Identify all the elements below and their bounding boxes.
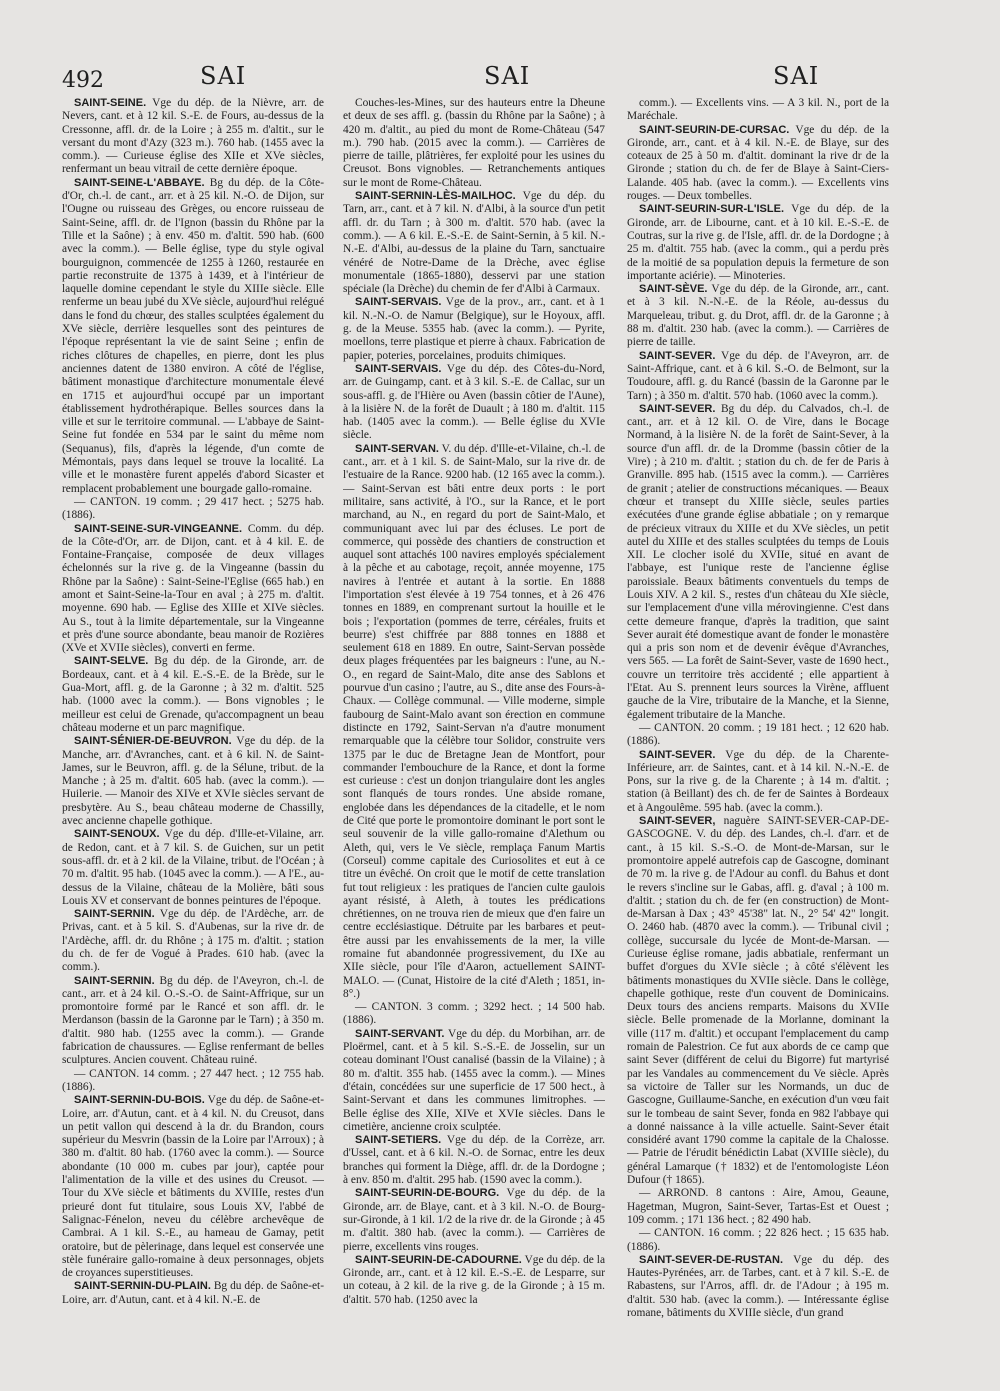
entry-headword: SAINT-SÉNIER-DE-BEUVRON. (74, 735, 232, 748)
entry-headword: SAINT-SENOUX. (74, 828, 160, 841)
entry-headword: SAINT-SERNIN. (74, 908, 155, 921)
dictionary-entry (627, 203, 889, 283)
entry-headword: SAINT-SEURIN-DE-CURSAC. (639, 123, 790, 136)
dictionary-entry (62, 655, 324, 735)
dictionary-entry (343, 190, 605, 296)
entry-text: — CANTON. 3 comm. ; 3292 hect. ; 14 500 hab. (1886). (343, 1001, 605, 1027)
entry-headword: SAINT-SEURIN-DE-CADOURNE. (355, 1253, 522, 1266)
dictionary-entry (627, 1254, 889, 1320)
dictionary-entry (62, 496, 324, 523)
entry-text: Vge du dép. de la Nièvre, arr. de Nevers, cant. et à 12 kil. S.-E. de Fours, au-dessus de la Cressonne, affl. dr. de la Loire ; à 255 m. d'altit., sur le versant du mont d'Azy (323 m.). 760 hab. (1455 avec la comm.). — Curieuse église des XIIe et XVe siècles, renfermant un beau vitrail de cette dernière époque. (62, 97, 324, 176)
entry-text: Vge du dép. de la Gironde, arr., cant. et à 4 kil. N.-E. de Blaye, sur des coteaux de 25 à 50 m. d'altit. dominant la rive dr de la Gironde ; station du ch. de fer de Blaye à Saint-Ciers-Lalande. 405 hab. (avec la comm.). — Excellents vins rouges. — Deux tombelles. (627, 123, 889, 203)
entry-text: Vge du dép. d'Ille-et-Vilaine, arr. de Redon, cant. et à 7 kil. S. de Guichen, sur un petit sous-affl. dr. et à 2 kil. de la Vilaine, tribut. de l'Océan ; à 70 m. d'altit. 95 hab. (1045 avec la comm.). — A l'E., au-dessus de la Vilaine, château de la Molière, bâti sous Louis XV et conservant de bonnes peintures de l'époque. (62, 828, 324, 907)
text-column-right (627, 97, 889, 1375)
dictionary-entry (627, 97, 889, 124)
entry-headword: SAINT-SEVER. (639, 402, 716, 415)
entry-text: Vge de la prov., arr., cant. et à 1 kil. N.-N.-O. de Namur (Belgique), sur le Hoyoux, affl. g. de la Meuse. 5355 hab. (avec la comm.). — Pyrite, moellons, terre plastique et pierre à chaux. Fabrication de papier, poteries, porcelaines, produits chimiques. (343, 296, 605, 362)
entry-text: Vge du dép. de la Gironde, arr., cant. et à 12 kil. E.-S.-E. de Lesparre, sur un coteau, à 2 kil. de la rive g. de la Gironde ; à 15 m. d'altit. 570 hab. (1250 avec la (343, 1253, 605, 1306)
entry-text: Couches-les-Mines, sur des hauteurs entre la Dheune et deux de ses affl. g. (bassin du Rhône par la Saône) ; à 420 m. d'altit., au pied du mont de Rome-Château (547 m.). 790 hab. (2015 avec la comm.). — Carrières de pierre de taille, plâtrières, fer exploité pour les usines du Creusot. Bons vignobles. — Retranchements antiques sur le mont de Rome-Château. (343, 97, 605, 189)
dictionary-entry (343, 296, 605, 362)
page-number: 492 (62, 68, 104, 93)
entry-headword: SAINT-SERVAN. (355, 442, 439, 455)
entry-text: — CANTON. 16 comm. ; 22 826 hect. ; 15 635 hab. (1886). (627, 1227, 889, 1253)
dictionary-entry (627, 403, 889, 722)
dictionary-entry (62, 975, 324, 1068)
entry-text: Vge du dép. de la Corrèze, arr. d'Ussel, cant. et à 6 kil. N.-O. de Sornac, entre les deux branches qui forment la Diège, affl. dr. de la Dordogne ; à env. 850 m. d'altit. 295 hab. (1590 avec la comm.). (343, 1134, 605, 1187)
entry-text: — CANTON. 14 comm. ; 27 447 hect. ; 12 755 hab. (1886). (62, 1067, 324, 1093)
entry-headword: SAINT-SERVAIS. (355, 296, 442, 309)
dictionary-entry (343, 1028, 605, 1134)
entry-text: Vge du dép. de l'Ardèche, arr. de Privas, cant. et à 5 kil. S. d'Aubenas, sur la rive dr. de l'Ardèche, affl. dr. du Rhône ; à 175 m. d'altit. ; station du ch. de fer de Vogué à Prades. 610 hab. (avec la comm.). (62, 908, 324, 974)
entry-text: Vge du dép. de la Gironde, arr., cant. et à 3 kil. N.-N.-E. de la Réole, au-dessus du Marqueleau, tribut. g. du Drot, affl. dr. de la Garonne ; à 88 m. d'altit. 230 hab. (avec la comm.). — Carrières de pierre de taille. (627, 283, 889, 349)
entry-text: — CANTON. 20 comm. ; 19 181 hect. ; 12 620 hab. (1886). (627, 721, 889, 748)
dictionary-entry (62, 523, 324, 656)
entry-text: Vge du dép. de la Gironde, arr. de Blaye, cant. et à 3 kil. N.-O. de Bourg-sur-Gironde, à 1 kil. 1/2 de la rive dr. de la Gironde ; à 45 m. d'altit. 380 hab. (avec la comm.). — Carrières de pierre, excellents vins rouges. (343, 1187, 605, 1253)
entry-text: Bg du dép. de la Côte-d'Or, ch.-l. de cant., arr. et à 25 kil. N.-O. de Dijon, sur l'Ougne ou ruisseau des Grèges, ou encore ruisseau de Saint-Seine, affl. dr. de l'Ignon (bassin du Rhône par la Tille et la Saône) ; à env. 450 m. d'altit. 590 hab. (600 avec la comm.). — Belle église, type du style ogival bourguignon, commencée de 1255 à 1260, restaurée en partie reconstruite de 1375 à 1439, et à l'intérieur de laquelle domine cependant le style du XIIIe siècle. Elle renferme un beau jubé du XVe siècle, aujourd'hui relégué dans le fond du chœur, des stalles sculptées également du XVe siècle, derrière lesquelles sont des peintures de l'époque représentant la vie de saint Seine ; enfin de riches clôtures de chapelles, en pierre, dont les plus anciennes datent de 1380 environ. A côté de l'église, bâtiment monastique d'architecture monumentale élevé en 1715 et aujourd'hui occupé par un important établissement hydrothérapique. Belles sources dans la ville et sur le territoire communal. — L'abbaye de Saint-Seine fut fondée en 534 par le saint du même nom (Sequanus), fils, d'après la légende, d'un comte de Mémontais, pays dans lequel se trouve la localité. La ville et le monastère furent appelés d'abord Sicaster et remplacent probablement une bourgade gallo-romaine. (62, 176, 324, 495)
entry-text: Vge du dép. des Côtes-du-Nord, arr. de Guingamp, cant. et à 3 kil. S.-E. de Callac, sur un sous-affl. g. de l'Hière ou Aven (bassin côtier de l'Aune), à la lisière N. de la forêt de Duault ; à 180 m. d'altit. 115 hab. (1405 avec la comm.). — Belle église du XVIe siècle. (343, 362, 605, 442)
entry-text: Bg du dép. du Calvados, ch.-l. de cant., arr. et à 12 kil. O. de Vire, dans le Bocage Normand, à la lisière N. de la forêt de Saint-Sever, à la source d'un affl. dr. de la Dromme (bassin côtier de la Vire) ; à 210 m. d'altit. ; station du ch. de fer de Paris à Granville. 895 hab. (1515 avec la comm.). — Carrières de granit ; atelier de constructions mécaniques. — Beaux chœur et transept du XIIIe siècle, seules parties exécutées d'une grande église abbatiale ; on y remarque de précieux vitraux du XIIIe et du XVe siècles, un petit autel du XIIIe et des stalles sculptées du temps de Louis XII. Le clocher isolé du XVIIe, situé en avant de l'abbaye, est l'unique reste de l'ancienne église paroissiale. Beaux bâtiments conventuels du temps de Louis XIV. A 2 kil. S., restes d'un château du XIe siècle, sur l'emplacement d'une villa mérovingienne. C'est dans cette demeure franque, d'après la tradition, que saint Sever aurait été domestique avant de fonder le monastère qui a pris son nom et de devenir évêque d'Avranches, vers 565. — La forêt de Saint-Sever, vaste de 1690 hect., couvre un territoire très accidenté ; elle appartient à l'Etat. Au S. prennent leurs sources la Virène, affluent gauche de la Vire, tributaire de la Manche, et la Sienne, également tributaire de la Manche. (627, 402, 889, 721)
entry-headword: SAINT-SEVER-DE-RUSTAN. (639, 1253, 784, 1266)
dictionary-entry (627, 1187, 889, 1227)
running-head-center: SAI (484, 62, 531, 90)
entry-text: Vge du dép. de la Gironde, arr. de Libourne, cant. et à 10 kil. E.-S.-E. de Coutras, sur la rive g. de l'Isle, affl. dr. de la Dordogne ; à 25 m. d'altit. 755 hab. (avec la comm., qui a perdu près de la moitié de sa population depuis la fermeture de son importante aciérie). — Minoteries. (627, 203, 889, 282)
entry-headword: SAINT-SERNIN-LÈS-MAILHOC. (355, 190, 516, 203)
dictionary-entry (343, 1187, 605, 1253)
entry-text: Vge du dép. de Saône-et-Loire, arr. d'Autun, cant. et à 4 kil. N. du Creusot, dans un petit vallon qui descend à la dr. du Brandon, cours supérieur du Mesvrin (bassin de la Loire par l'Arroux) ; à 380 m. d'altit. 80 hab. (1760 avec la comm.). — Source abondante (10 000 m. cubes par jour), captée pour l'alimentation de la ville et des usines du Creusot. — Tour du XVe siècle et bâtiments du XVIIIe, restes d'un prieuré dont fut titulaire, sous Louis XV, l'abbé de Salignac-Fénelon, neveu du célèbre archevêque de Cambrai. A 1 kil. S.-E., au hameau de Gamay, petit oratoire, but de pèlerinage, dans lequel est conservée une stèle funéraire gallo-romaine à deux personnages, objets de croyances superstitieuses. (62, 1094, 324, 1280)
dictionary-entry (627, 283, 889, 349)
dictionary-entry (62, 1068, 324, 1095)
entry-headword: SAINT-SELVE. (74, 655, 149, 668)
entry-text: Bg du dép. de l'Aveyron, ch.-l. de cant., arr. et à 24 kil. O.-S.-O. de Saint-Affrique, sur un promontoire formé par le Rancé et son affl. dr. le Merdanson (bassin de la Garonne par le Tarn) ; à 350 m. d'altit. 980 hab. (1255 avec la comm.). — Grande fabrication de chaussures. — Eglise renfermant de belles sculptures. Ancien couvent. Château ruiné. (62, 974, 324, 1067)
entry-headword: SAINT-SEURIN-DE-BOURG. (355, 1187, 500, 1200)
dictionary-entry (62, 1094, 324, 1280)
entry-headword: SAINT-SEVER. (639, 349, 716, 362)
entry-headword: SAINT-SEINE. (74, 97, 147, 109)
dictionary-entry (62, 177, 324, 496)
dictionary-entry (627, 124, 889, 204)
entry-headword: SAINT-SEVER. (639, 748, 716, 761)
dictionary-entry (627, 749, 889, 815)
dictionary-entry (343, 363, 605, 443)
dictionary-entry (62, 828, 324, 908)
dictionary-entry (343, 1254, 605, 1307)
dictionary-entry (627, 815, 889, 1187)
dictionary-entry (627, 350, 889, 403)
dictionary-entry (343, 97, 605, 190)
entry-text: Vge du dép. du Morbihan, arr. de Ploërmel, cant. et à 5 kil. S.-S.-E. de Josselin, sur un coteau dominant l'Oust canalisé (bassin de la Vilaine) ; à 80 m. d'altit. 355 hab. (1455 avec la comm.). — Mines d'étain, concédées sur une superficie de 17 500 hect., à Saint-Servant et dans les communes limitrophes. — Belle église des XIIe, XIVe et XVIe siècles. Dans le cimetière, ancienne croix sculptée. (343, 1027, 605, 1133)
entry-headword: SAINT-SEVER, (639, 815, 716, 828)
entry-text: Vge du dép. du Tarn, arr., cant. et à 7 kil. N. d'Albi, à la source d'un petit affl. dr. du Tarn ; à 300 m. d'altit. 570 hab. (avec la comm.). — A 6 kil. E.-S.-E. de Saint-Sernin, à 5 kil. N.-N.-E. d'Albi, au-dessus de la plaine du Tarn, sanctuaire vénéré de Notre-Dame de la Drèche, avec église monumentale (1865-1880), desservi par une station spéciale (la Drèche) du chemin de fer d'Albi à Carmaux. (343, 190, 605, 296)
entry-text: — CANTON. 19 comm. ; 29 417 hect. ; 5275 hab. (1886). (62, 495, 324, 522)
entry-text: Vge du dép. de la Charente-Inférieure, arr. de Saintes, cant. et à 14 kil. N.-N.-E. de Pons, sur la rive g. de la Charente ; à 14 m. d'altit. ; station (à Beillant) des ch. de fer de Saintes à Bordeaux et à Angoulême. 595 hab. (avec la comm.). (627, 748, 889, 814)
entry-headword: SAINT-SERVAIS. (355, 362, 442, 375)
entry-text: V. du dép. d'Ille-et-Vilaine, ch.-l. de cant., arr. et à 1 kil. S. de Saint-Malo, sur la rive dr. de l'estuaire de la Rance. 9200 hab. (12 165 avec la comm.). — Saint-Servan est bâti entre deux ports : le port militaire, sans activité, à l'O., sur la Rance, et le port marchand, au N., en regard du port de Saint-Malo, et communiquant avec lui par des écluses. Le port de commerce, qui possède des chantiers de construction et auquel sont attachés 100 navires employés spécialement à la pêche et au cabotage, reçoit, année moyenne, 175 navires à l'entrée et autant à la sortie. En 1888 l'importation s'est élevée à 19 754 tonnes, et à 26 476 tonnes en 1889, en comprenant surtout la houille et le bois ; l'exportation (pommes de terre, céréales, fruits et beurre) s'est chiffrée par 888 tonnes en 1888 et seulement 618 en 1889. En outre, Saint-Servan possède deux plages fréquentées par les baigneurs : l'une, au N.-O., en regard de Saint-Malo, dite anse des Sablons et pourvue d'un casino ; l'autre, au S., dite anse des Fours-à-Chaux. — Collège communal. — Ville moderne, simple faubourg de Saint-Malo avant son érection en commune distincte en 1792, Saint-Servan n'a d'autre monument remarquable que la célèbre tour Solidor, construite vers 1375 par le duc de Bretagne Jean de Montfort, pour commander l'embouchure de la Rance, et dont la forme est curieuse : c'est un donjon triangulaire dont les angles sont flanqués de tours rondes. Une abside romane, englobée dans les dépendances de la citadelle, et le nom de Cité que porte le promontoire dominant le port sont le seul souvenir de la ville gallo-romaine d'Alethum ou Aleth, qui, vers le Ve siècle, remplaça Fanum Martis (Corseul) comme capitale des Curiosolites et eut à ce titre un évêché. On croit que le motif de cette translation fut tout religieux : les pratiques de l'ancien culte gaulois ayant résisté, à Aleth, à toutes les prédications chrétiennes, on ne trouva rien de mieux que d'en faire un centre ecclésiastique. Détruite par les barbares et peut-être aussi par les envahissements de la mer, la ville romaine fut abandonnée progressivement, du IXe au XIIe siècle, pour l'île d'Aaron, actuellement SAINT-MALO. — (Cunat, Histoire de la cité d'Aleth ; 1851, in-8°.) (343, 442, 605, 1000)
entry-text: Vge du dép. de la Manche, arr. d'Avranches, cant. et à 6 kil. N. de Saint-James, sur le Beuvron, affl. g. de la Sélune, tribut. de la Manche ; à 25 m. d'altit. 605 hab. (avec la comm.). — Huilerie. — Manoir des XIVe et XVIe siècles servant de presbytère. Au S., beau château moderne de Chassilly, avec ancienne chapelle gothique. (62, 735, 324, 828)
dictionary-entry (627, 1227, 889, 1254)
dictionary-entry (343, 443, 605, 1001)
dictionary-entry (62, 735, 324, 828)
entry-text: Bg du dép. de Saône-et-Loire, arr. d'Autun, cant. et à 4 kil. N.-E. de (62, 1280, 324, 1306)
entry-headword: SAINT-SEINE-L'ABBAYE. (74, 176, 205, 189)
dictionary-entry (343, 1134, 605, 1187)
entry-text: Comm. du dép. de la Côte-d'Or, arr. de Dijon, cant. et à 4 kil. E. de Fontaine-Française, composée de deux villages échelonnés sur la rive g. de la Vingeanne (bassin du Rhône par la Saône) : Saint-Seine-l'Eglise (665 hab.) en amont et Saint-Seine-la-Tour en aval ; à 275 m. d'altit. moyenne. 690 hab. — Eglise des XIIIe et XIVe siècles. Au S., tout à la limite départementale, sur la Vingeanne et près d'une source abondante, beau manoir de Rozières (XVe et XVIIe siècles), converti en ferme. (62, 522, 324, 655)
text-column-left (62, 97, 324, 1375)
entry-headword: SAINT-SERNIN. (74, 974, 155, 987)
entry-text: Bg du dép. de la Gironde, arr. de Bordeaux, cant. et à 4 kil. E.-S.-E. de la Brède, sur le Gua-Mort, affl. g. de la Garonne ; à 32 m. d'altit. 525 hab. (1000 avec la comm.). — Bons vignobles ; le meilleur est celui de Grenade, qu'accompagnent un beau château moderne et un parc magnifique. (62, 655, 324, 734)
entry-text: comm.). — Excellents vins. — A 3 kil. N., port de la Maréchale. (627, 97, 889, 123)
entry-headword: SAINT-SERVANT. (355, 1027, 445, 1040)
entry-headword: SAINT-SÈVE. (639, 283, 708, 296)
dictionary-entry (62, 908, 324, 974)
running-head-left: SAI (200, 62, 247, 90)
entry-headword: SAINT-SERNIN-DU-PLAIN. (74, 1280, 211, 1293)
entry-text: naguère SAINT-SEVER-CAP-DE-GASCOGNE. V. du dép. des Landes, ch.-l. d'arr. et de cant., à 15 kil. S.-S.-O. de Mont-de-Marsan, sur le promontoire appelé autrefois cap de Gascogne, dominant de 70 m. la rive g. de l'Adour au confl. du Bahus et dont le revers s'incline sur le Gabas, affl. g. d'aval ; à 100 m. d'altit. ; station du ch. de fer (en construction) de Mont-de-Marsan à Dax ; 43° 45'38" lat. N., 2° 54' 42" longit. O. 2460 hab. (4870 avec la comm.). — Tribunal civil ; collège, succursale du lycée de Mont-de-Marsan. — Curieuse église romane, jadis abbatiale, renfermant un buffet d'orgues du XVIe siècle ; à côté s'élèvent les bâtiments monastiques du XVIIe siècle. Dans le collège, chapelle gothique, reste d'un couvent de Dominicains. Deux tours des anciens remparts. Maisons du XVIIe siècle. Belle promenade de la Morlanne, dominant la ville (117 m. d'altit.) et occupant l'emplacement du camp romain de Palestrion. Ce fut aux abords de ce camp que saint Sever (différent de celui du Bigorre) fut martyrisé par les Vandales au commencement du Ve siècle. Après sa victoire de Taller sur les Normands, un duc de Gascogne, Guillaume-Sanche, en exécution d'un vœu fait sur le tombeau de saint Sever, fonda en 982 l'abbaye qui a donné naissance à la ville actuelle. Saint-Sever était considéré avant 1790 comme la capitale de la Chalosse. — Patrie de l'érudit bénédictin Labat (XVIIIe siècle), du général Lamarque († 1832) et de l'entomologiste Léon Dufour († 1865). (627, 815, 889, 1187)
dictionary-entry (343, 1001, 605, 1028)
text-column-middle (343, 97, 605, 1375)
entry-headword: SAINT-SEINE-SUR-VINGEANNE. (74, 522, 243, 535)
entry-text: Vge du dép. des Hautes-Pyrénées, arr. de Tarbes, cant. et à 7 kil. S.-E. de Rabastens, sur l'Arros, affl. dr. de l'Adour ; à 195 m. d'altit. 530 hab. (avec la comm.). — Intéressante église romane, bâtiments du XVIIIe siècle, d'un grand (627, 1253, 889, 1320)
dictionary-entry (627, 722, 889, 749)
entry-headword: SAINT-SERNIN-DU-BOIS. (74, 1094, 205, 1107)
entry-text: Vge du dép. de l'Aveyron, arr. de Saint-Affrique, cant. et à 6 kil. S.-O. de Belmont, sur la Toudoure, affl. g. du Rancé (bassin de la Garonne par le Tarn) ; à 350 m. d'altit. 570 hab. (1060 avec la comm.). (627, 349, 889, 402)
entry-text: — ARROND. 8 cantons : Aire, Amou, Geaune, Hagetman, Mugron, Saint-Sever, Tartas-Est et Ouest ; 109 comm. ; 171 136 hect. ; 82 490 hab. (627, 1187, 889, 1226)
running-head-right: SAI (773, 62, 820, 90)
entry-headword: SAINT-SEURIN-SUR-L'ISLE. (639, 203, 785, 216)
dictionary-entry (62, 97, 324, 177)
entry-headword: SAINT-SETIERS. (355, 1134, 442, 1147)
dictionary-entry (62, 1280, 324, 1307)
